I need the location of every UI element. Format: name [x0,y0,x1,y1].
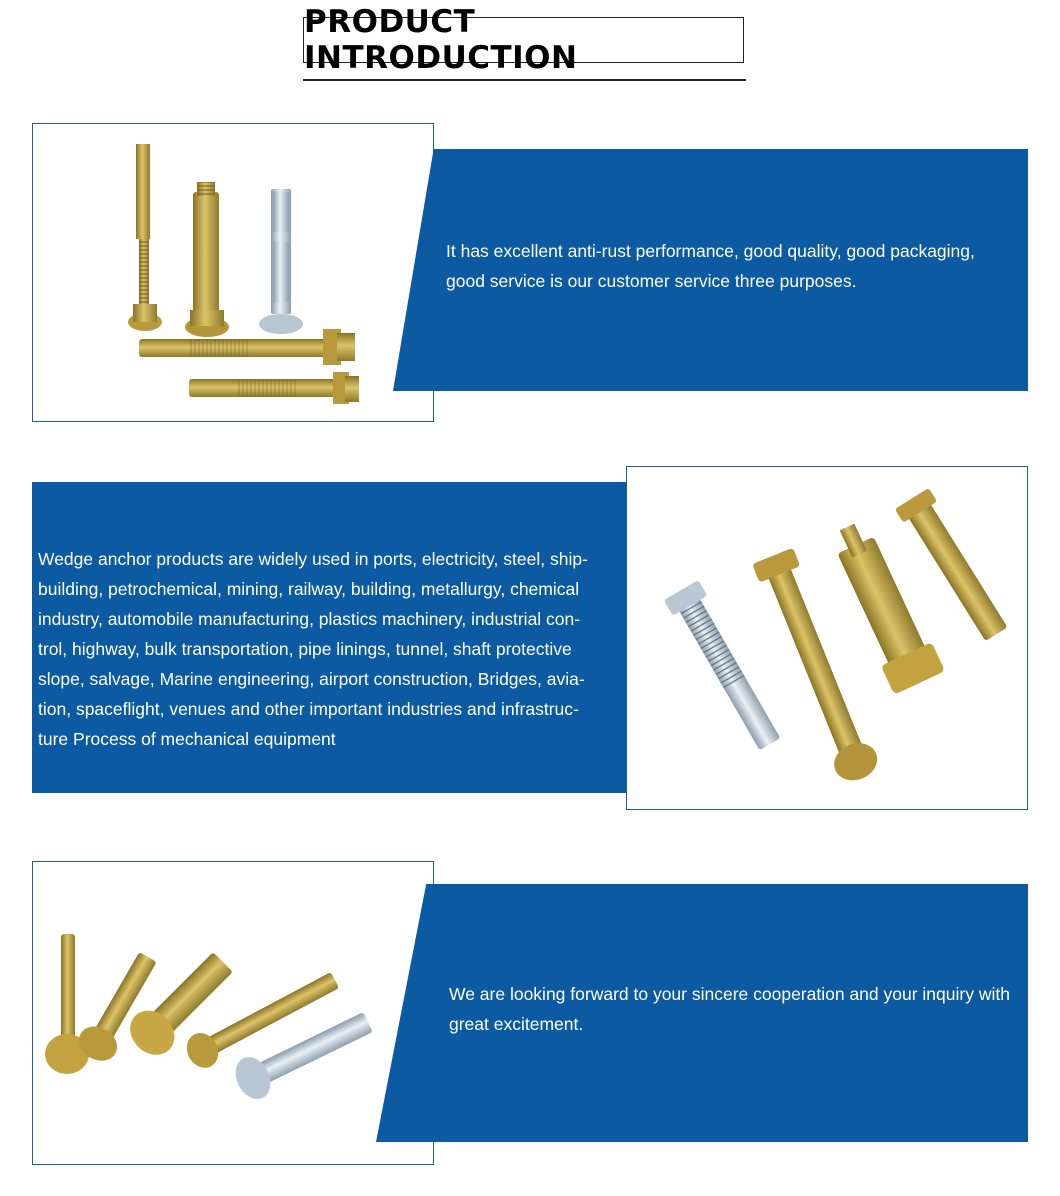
product-image-2 [626,466,1028,810]
product-image-1 [32,123,434,422]
anchor-bolts-illustration-2 [627,467,1028,810]
anchor-bolts-illustration-3 [33,862,434,1165]
info-text-2: Wedge anchor products are widely used in ports, electricity, steel, ship-building, petrochemical, mining, railway, building, metallurgy, chemical industry, automobile manufacturing, plastics machinery, industrial con-trol, highway, bulk transportation, pipe linings, tunnel, shaft protective slope, salvage, Marine engineering, airport construction, Bridges, avia-tion, spaceflight, venues and other important industries and infrastruc-ture Process of mechanical equipment [38,549,588,749]
title-underline [303,79,746,81]
product-image-3 [32,861,434,1165]
info-text-3: We are looking forward to your sincere cooperation and your inquiry with great excitement. [449,984,1010,1034]
page-title: PRODUCT INTRODUCTION [304,4,578,76]
info-text-1: It has excellent anti-rust performance, good quality, good packaging, good service is our customer service three purposes. [446,241,975,291]
anchor-bolts-illustration-1 [33,124,434,422]
title-box [303,4,744,76]
